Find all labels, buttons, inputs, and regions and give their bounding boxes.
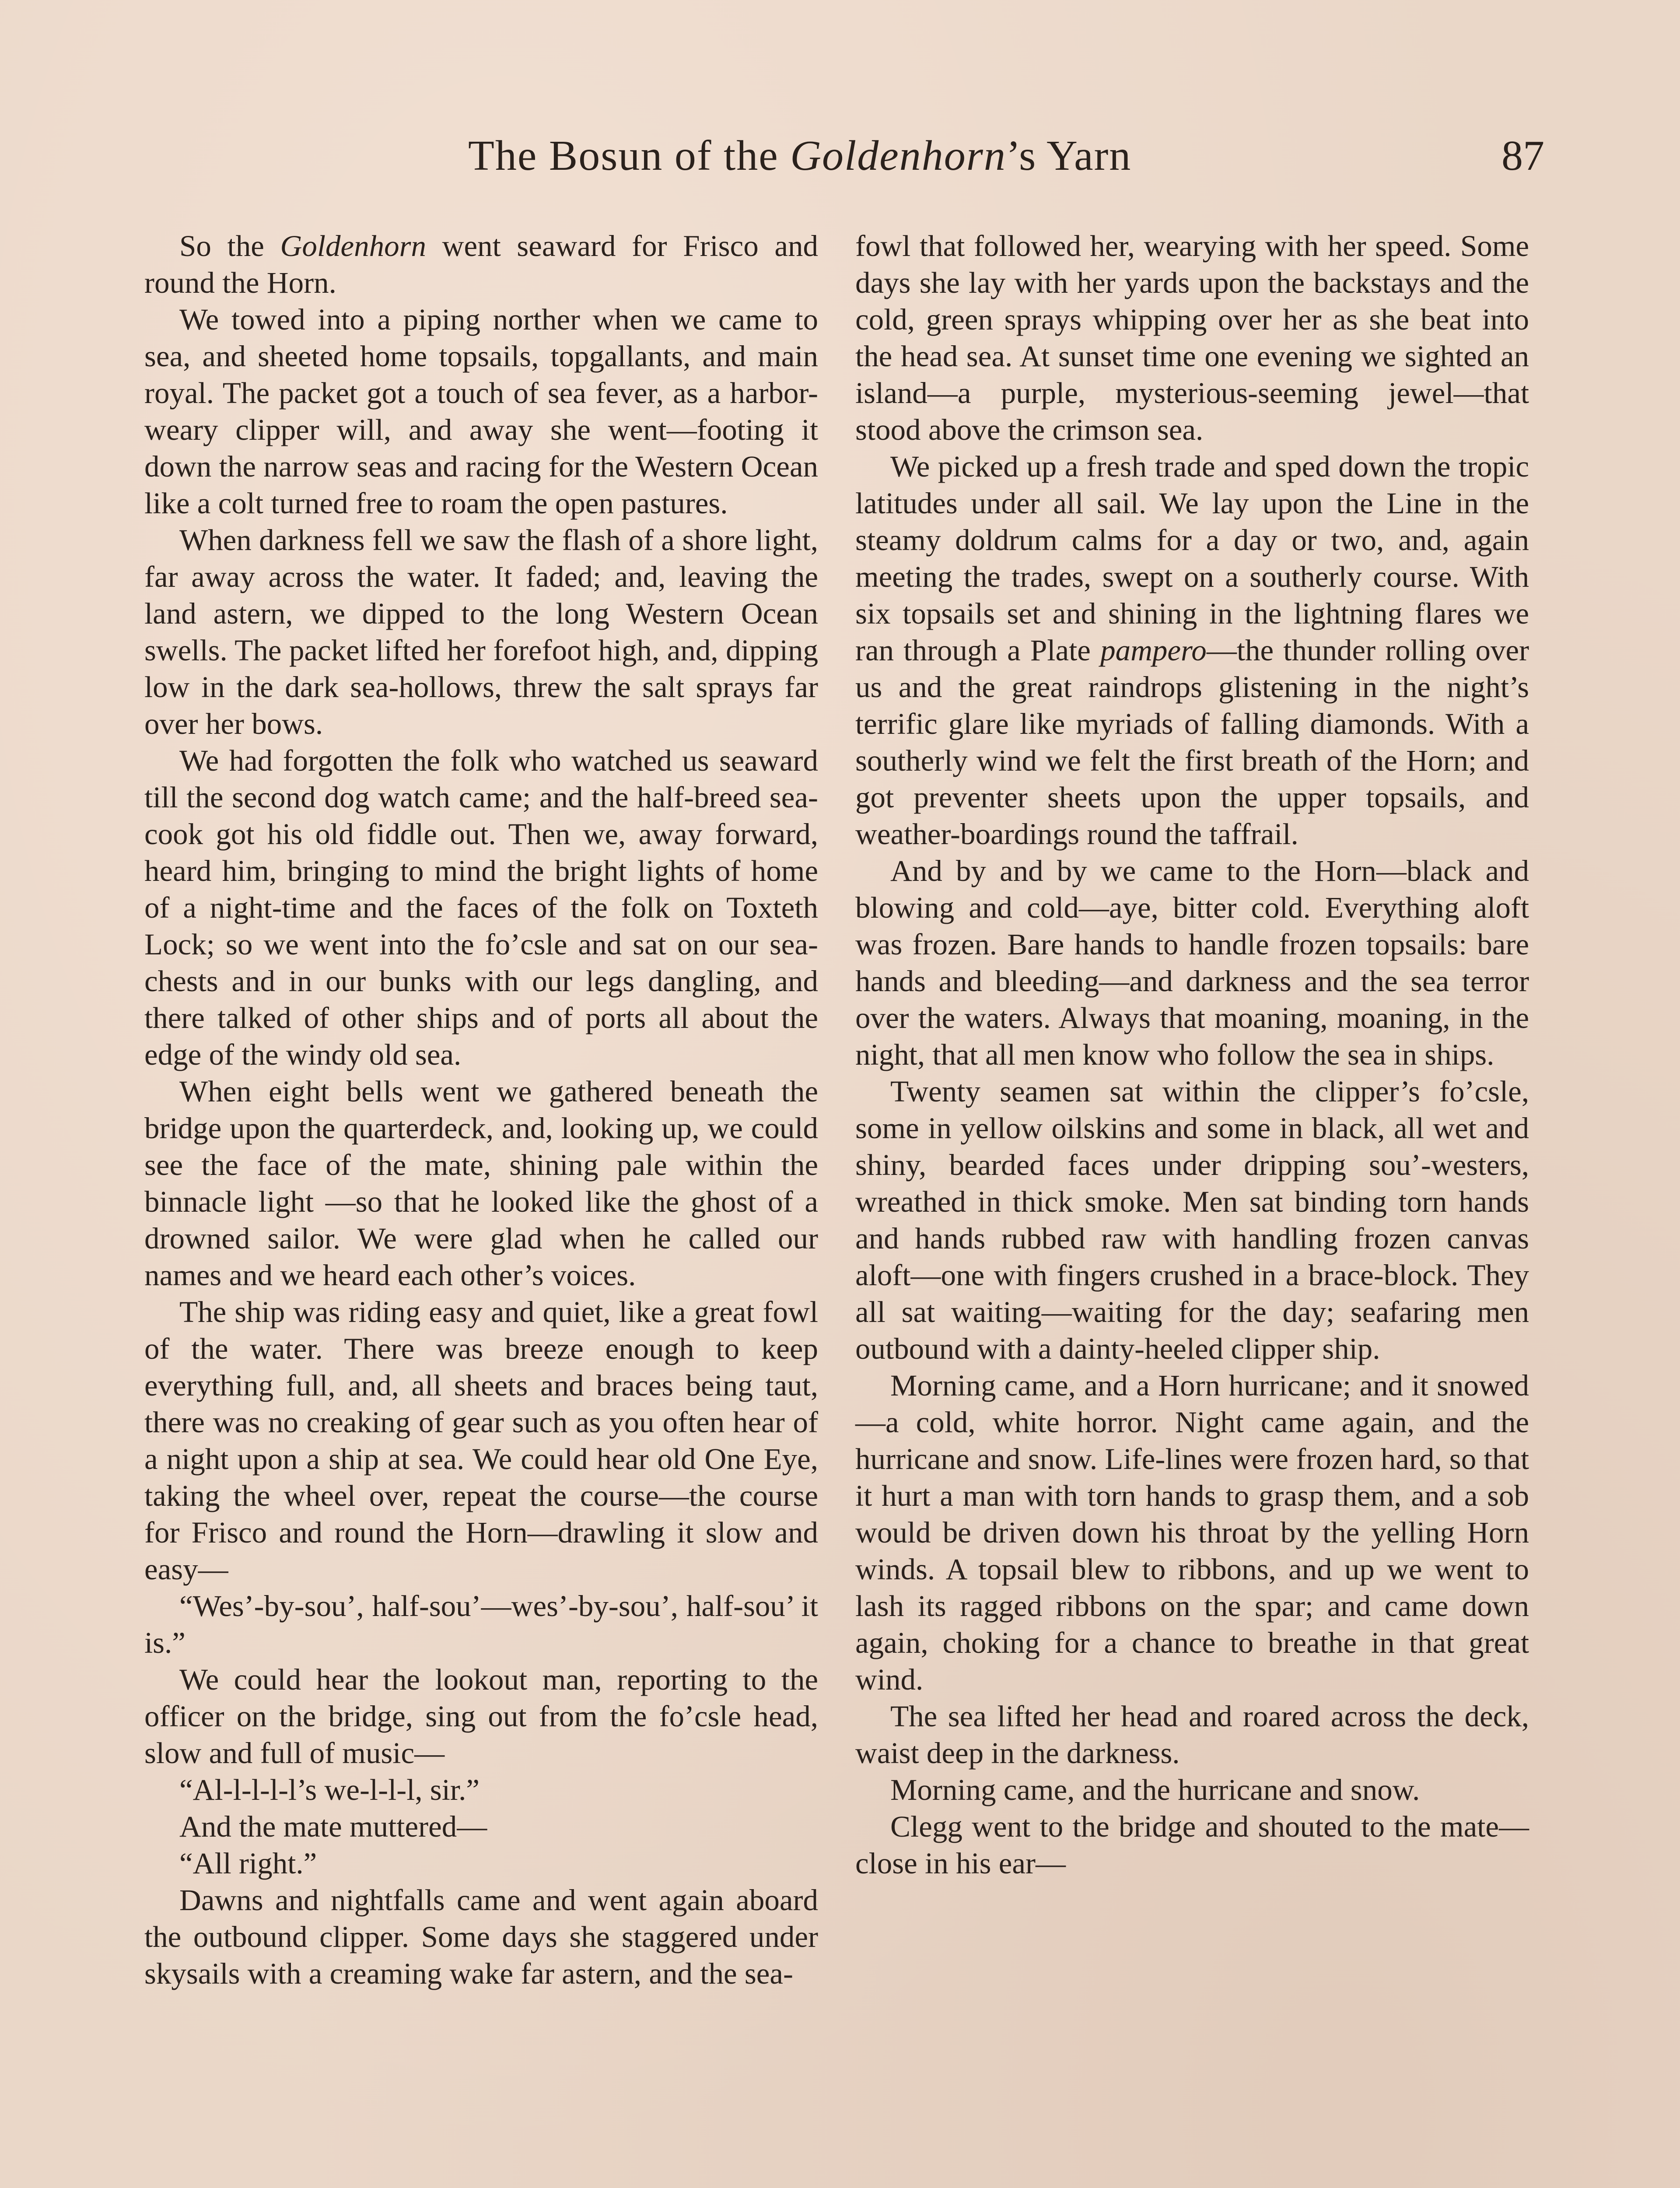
paragraph: We had forgotten the folk who watched us seaward till the second dog watch came; and the half-breed sea-cook got his old fiddle out. Then we, away forward, heard him, bringing to mind the bright lights of home of a night-time and the faces of the folk on Toxteth Lock; so we went into the fo’csle and sat on our sea-chests and in our bunks with our legs dangling, and there talked of other ships and of ports all about the edge of the windy old sea.: [144, 744, 818, 1071]
dialogue-line: “Al-l-l-l-l’s we-l-l-l, sir.”: [179, 1773, 480, 1806]
running-head-pre: The Bosun of the: [468, 132, 791, 179]
paragraph: Clegg went to the bridge and shouted to the mate—close in his ear—: [855, 1810, 1529, 1880]
dialogue-line: “Wes’-by-sou’, half-sou’—wes’-by-sou’, half-sou’ it is.”: [144, 1589, 818, 1659]
paragraph-text: We picked up a fresh trade and sped down the tropic latitudes under all sail. We lay upon the Line in the steamy doldrum calms for a day or two, and, again meeting the trades, swept on a southerly course. With six topsails set and shining in the lightning flares we ran through a Plate: [855, 450, 1529, 667]
italic-term: pampero: [1100, 634, 1207, 667]
running-head-post: ’s Yarn: [1006, 132, 1132, 179]
ship-name: Goldenhorn: [280, 229, 426, 263]
running-head-ship-name: Goldenhorn: [790, 132, 1006, 179]
paragraph-text: So the: [179, 229, 280, 263]
paragraph: And the mate muttered—: [179, 1810, 487, 1843]
paragraph: Morning came, and the hurricane and snow.: [890, 1773, 1420, 1806]
paragraph: When eight bells went we gathered beneath the bridge upon the quarterdeck, and, looking up, we could see the face of the mate, shining pale within the binnacle light —so that he looked like the ghost of a drowned sailor. We were glad when he called our names and we heard each other’s voices.: [144, 1075, 818, 1292]
paragraph-continued: fowl that followed her, wearying with her speed. Some days she lay with her yards upon the backstays and the cold, green sprays whipping over her as she beat into the head sea. At sunset time one evening we sighted an island—a purple, mysterious-seeming jewel—that stood above the crimson sea.: [855, 229, 1529, 446]
paragraph: Morning came, and a Horn hurricane; and it snowed—a cold, white horror. Night came again, and the hurricane and snow. Life-lines were frozen hard, so that it hurt a man with torn hands to grasp them, and a sob would be driven down his throat by the yelling Horn winds. A topsail blew to ribbons, and up we went to lash its ragged ribbons on the spar; and came down again, choking for a chance to breathe in that great wind.: [855, 1369, 1529, 1696]
dialogue-line: “All right.”: [179, 1847, 317, 1880]
paragraph-text: went seaward for Frisco and round the Horn.: [144, 229, 818, 299]
paragraph: When darkness fell we saw the flash of a shore light, far away across the water. It faded; and, leaving the land astern, we dipped to the long Western Ocean swells. The packet lifted her forefoot high, and, dipping low in the dark sea-hollows, threw the salt sprays far over her bows.: [144, 523, 818, 740]
paragraph: Dawns and nightfalls came and went again aboard the outbound clipper. Some days she staggered under skysails with a creaming wake far astern, and the sea-: [144, 1883, 818, 1990]
page-number: 87: [1502, 132, 1544, 179]
paragraph-text: —the thunder rolling over us and the great raindrops glistening in the night’s terrific glare like myriads of falling diamonds. With a southerly wind we felt the first breath of the Horn; and got preventer sheets upon the upper topsails, and weather-boardings round the taffrail.: [855, 634, 1530, 851]
left-column: [144, 228, 818, 1992]
paragraph: [855, 448, 1529, 852]
paragraph: The sea lifted her head and roared across the deck, waist deep in the darkness.: [855, 1700, 1529, 1770]
paragraph: We towed into a piping norther when we came to sea, and sheeted home topsails, topgallants, and main royal. The packet got a touch of sea fever, as a harbor-weary clipper will, and away she went—footing it down the narrow seas and racing for the Western Ocean like a colt turned free to roam the open pastures.: [144, 303, 818, 520]
paragraph: The ship was riding easy and quiet, like a great fowl of the water. There was breeze enough to keep everything full, and, all sheets and braces being taut, there was no creaking of gear such as you often hear of a night upon a ship at sea. We could hear old One Eye, taking the wheel over, repeat the course—the course for Frisco and round the Horn—drawling it slow and easy—: [144, 1295, 818, 1586]
running-head: [468, 131, 1131, 180]
page-header: [144, 131, 1544, 193]
paragraph: We could hear the lookout man, reporting to the officer on the bridge, sing out from the fo’csle head, slow and full of music—: [144, 1663, 818, 1770]
paragraph: Twenty seamen sat within the clipper’s fo’csle, some in yellow oilskins and some in black, all wet and shiny, bearded faces under dripping sou’-westers, wreathed in thick smoke. Men sat binding torn hands and hands rubbed raw with handling frozen canvas aloft—one with fingers crushed in a brace-block. They all sat waiting—waiting for the day; seafaring men outbound with a dainty-heeled clipper ship.: [855, 1075, 1529, 1365]
paragraph: [144, 228, 818, 301]
paragraph: And by and by we came to the Horn—black and blowing and cold—aye, bitter cold. Everything aloft was frozen. Bare hands to handle frozen topsails: bare hands and bleeding—and darkness and the sea terror over the waters. Always that moaning, moaning, in the night, that all men know who follow the sea in ships.: [855, 854, 1529, 1071]
right-column: [855, 228, 1529, 1882]
